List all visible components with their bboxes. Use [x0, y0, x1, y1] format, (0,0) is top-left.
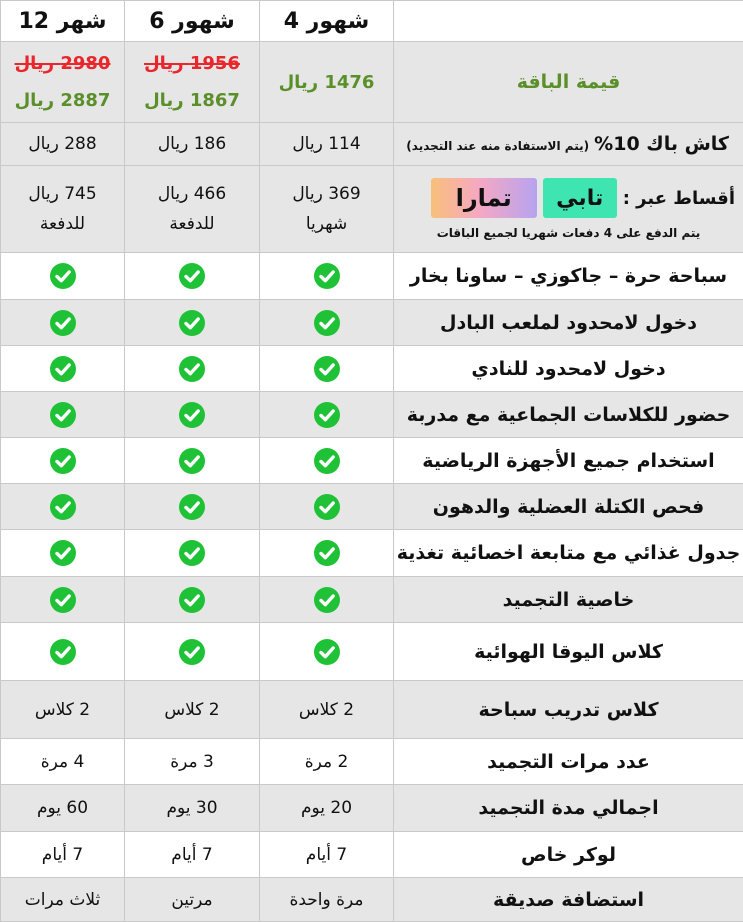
feature-row	[1, 484, 743, 530]
header-6-months: 6 شهور	[125, 1, 260, 42]
check-circle-icon	[178, 447, 206, 475]
feature-check-4	[260, 484, 394, 530]
extra-row	[1, 785, 743, 832]
extra-label: كلاس تدريب سباحة	[394, 681, 743, 739]
check-circle-icon	[49, 401, 77, 429]
extra-value-4: 20 يوم	[260, 785, 394, 832]
header-12-months: 12 شهر	[1, 1, 125, 42]
extra-value-4: 2 كلاس	[260, 681, 394, 739]
check-circle-icon	[313, 447, 341, 475]
check-circle-icon	[49, 355, 77, 383]
check-circle-icon	[313, 586, 341, 614]
check-circle-icon	[49, 638, 77, 666]
check-circle-icon	[178, 586, 206, 614]
check-circle-icon	[178, 401, 206, 429]
extra-value-12: 60 يوم	[1, 785, 125, 832]
package-value-row	[1, 42, 743, 123]
extra-label: استضافة صديقة	[394, 878, 743, 922]
feature-row	[1, 530, 743, 577]
feature-check-6	[125, 253, 260, 300]
check-circle-icon	[178, 539, 206, 567]
cashback-note: (يتم الاستفادة منه عند التجديد)	[406, 139, 589, 153]
tabby-logo: تابي	[543, 178, 617, 218]
extra-value-6: 2 كلاس	[125, 681, 260, 739]
extra-row	[1, 681, 743, 739]
feature-check-12	[1, 346, 125, 392]
extra-value-4: مرة واحدة	[260, 878, 394, 922]
feature-label: استخدام جميع الأجهزة الرياضية	[394, 438, 743, 484]
installment-unit: للدفعة	[1, 214, 124, 234]
extra-row	[1, 878, 743, 922]
check-circle-icon	[313, 401, 341, 429]
extra-row	[1, 832, 743, 878]
check-circle-icon	[313, 638, 341, 666]
feature-check-4	[260, 253, 394, 300]
header-row	[1, 1, 743, 42]
installments-row	[1, 166, 743, 253]
feature-label: خاصية التجميد	[394, 577, 743, 623]
installment-unit: للدفعة	[125, 214, 259, 234]
feature-check-12	[1, 577, 125, 623]
cashback-4: 114 ريال	[260, 123, 394, 166]
feature-check-4	[260, 346, 394, 392]
installment-amount: 466 ريال	[125, 184, 259, 204]
feature-check-6	[125, 530, 260, 577]
extra-value-12: 7 أيام	[1, 832, 125, 878]
feature-label: دخول لامحدود لملعب البادل	[394, 300, 743, 346]
cashback-label: كاش باك 10%	[594, 133, 729, 155]
feature-label: كلاس اليوقا الهوائية	[394, 623, 743, 681]
check-circle-icon	[49, 309, 77, 337]
check-circle-icon	[313, 539, 341, 567]
installments-note: يتم الدفع على 4 دفعات شهريا لجميع الباقات	[394, 226, 743, 240]
tamara-logo: تمارا	[431, 178, 537, 218]
cashback-12: 288 ريال	[1, 123, 125, 166]
feature-label: جدول غذائي مع متابعة اخصائية تغذية	[394, 530, 743, 577]
extra-value-6: 30 يوم	[125, 785, 260, 832]
feature-check-12	[1, 253, 125, 300]
feature-label: سباحة حرة – جاكوزي – ساونا بخار	[394, 253, 743, 300]
check-circle-icon	[49, 447, 77, 475]
feature-check-12	[1, 300, 125, 346]
feature-check-4	[260, 623, 394, 681]
check-circle-icon	[49, 262, 77, 290]
check-circle-icon	[178, 355, 206, 383]
feature-check-12	[1, 484, 125, 530]
feature-check-4	[260, 438, 394, 484]
extra-value-4: 7 أيام	[260, 832, 394, 878]
check-circle-icon	[49, 539, 77, 567]
old-price: 2980 ريال	[1, 53, 124, 74]
feature-check-12	[1, 392, 125, 438]
extra-value-12: 4 مرة	[1, 739, 125, 785]
check-circle-icon	[178, 309, 206, 337]
feature-check-4	[260, 300, 394, 346]
feature-check-6	[125, 484, 260, 530]
header-4-months: 4 شهور	[260, 1, 394, 42]
extra-value-6: 7 أيام	[125, 832, 260, 878]
feature-check-6	[125, 438, 260, 484]
feature-check-4	[260, 392, 394, 438]
feature-check-6	[125, 392, 260, 438]
extra-value-12: 2 كلاس	[1, 681, 125, 739]
extra-label: اجمالي مدة التجميد	[394, 785, 743, 832]
check-circle-icon	[178, 638, 206, 666]
feature-check-6	[125, 577, 260, 623]
installment-4	[260, 166, 394, 253]
cashback-6: 186 ريال	[125, 123, 260, 166]
feature-row	[1, 623, 743, 681]
extra-label: لوكر خاص	[394, 832, 743, 878]
extra-value-12: ثلاث مرات	[1, 878, 125, 922]
check-circle-icon	[49, 586, 77, 614]
feature-check-4	[260, 577, 394, 623]
check-circle-icon	[313, 262, 341, 290]
installment-unit: شهريا	[260, 214, 393, 234]
feature-row	[1, 392, 743, 438]
feature-row	[1, 577, 743, 623]
check-circle-icon	[313, 309, 341, 337]
package-price-6	[125, 42, 260, 123]
installments-label-cell	[394, 166, 743, 253]
feature-row	[1, 438, 743, 484]
extra-value-6: 3 مرة	[125, 739, 260, 785]
feature-check-6	[125, 346, 260, 392]
new-price: 1476 ريال	[260, 72, 393, 93]
feature-row	[1, 346, 743, 392]
installment-12	[1, 166, 125, 253]
package-price-12	[1, 42, 125, 123]
check-circle-icon	[178, 262, 206, 290]
check-circle-icon	[49, 493, 77, 521]
feature-check-12	[1, 530, 125, 577]
feature-row	[1, 253, 743, 300]
extra-label: عدد مرات التجميد	[394, 739, 743, 785]
feature-check-6	[125, 623, 260, 681]
feature-check-4	[260, 530, 394, 577]
feature-check-6	[125, 300, 260, 346]
installment-amount: 369 ريال	[260, 184, 393, 204]
installments-label: أقساط عبر :	[623, 188, 735, 209]
check-circle-icon	[178, 493, 206, 521]
cashback-row	[1, 123, 743, 166]
package-value-label: قيمة الباقة	[394, 42, 743, 123]
old-price: 1956 ريال	[125, 53, 259, 74]
extra-row	[1, 739, 743, 785]
installment-6	[125, 166, 260, 253]
installments-providers	[394, 178, 743, 218]
installment-amount: 745 ريال	[1, 184, 124, 204]
new-price: 1867 ريال	[125, 90, 259, 111]
check-circle-icon	[313, 493, 341, 521]
cashback-label-cell	[394, 123, 743, 166]
extra-value-6: مرتين	[125, 878, 260, 922]
feature-label: دخول لامحدود للنادي	[394, 346, 743, 392]
feature-check-12	[1, 438, 125, 484]
check-circle-icon	[313, 355, 341, 383]
header-corner	[394, 1, 743, 42]
feature-label: فحص الكتلة العضلية والدهون	[394, 484, 743, 530]
extra-value-4: 2 مرة	[260, 739, 394, 785]
new-price: 2887 ريال	[1, 90, 124, 111]
feature-row	[1, 300, 743, 346]
feature-check-12	[1, 623, 125, 681]
package-price-4	[260, 42, 394, 123]
feature-label: حضور للكلاسات الجماعية مع مدربة	[394, 392, 743, 438]
